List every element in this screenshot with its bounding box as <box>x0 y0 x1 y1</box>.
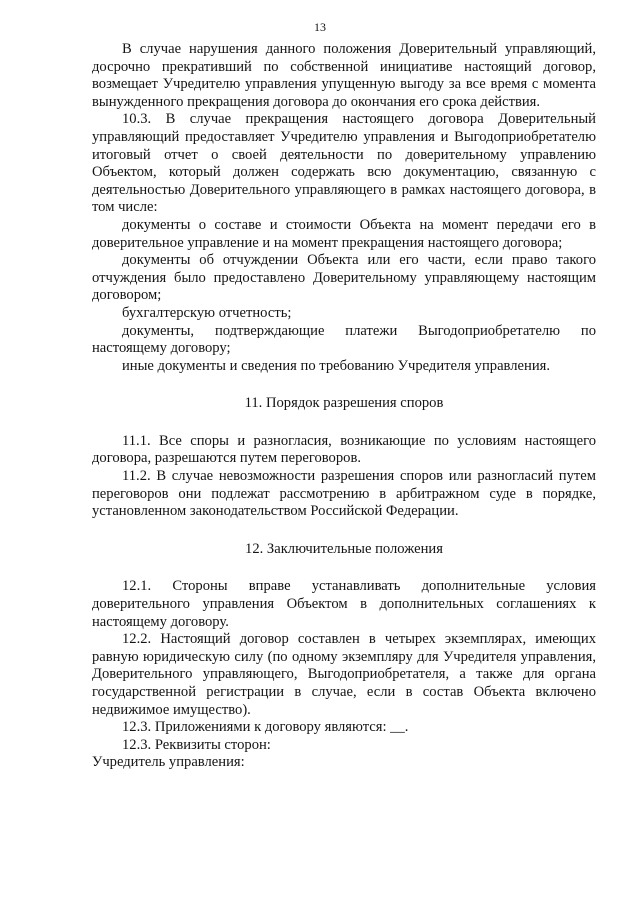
paragraph-11-2: 11.2. В случае невозможности разрешения споров или разногласий путем переговоров они подлежат рассмотрению в арбитражном суде в порядке, установленном законодательством Российской Федерации. <box>92 468 596 520</box>
paragraph-10-3: 10.3. В случае прекращения настоящего договора Доверительный управляющий предоставляет Учредителю управления и Выгодоприобретателю итоговый отчет о своей деятельности по доверительному управлению Объектом, который должен содержать всю документацию, связанную с деятельностью Доверительного управляющего в рамках настоящего договора, в том числе: <box>92 111 596 216</box>
section-11-heading: 11. Порядок разрешения споров <box>244 395 444 412</box>
paragraph-12-2: 12.2. Настоящий договор составлен в четырех экземплярах, имеющих равную юридическую силу (по одному экземпляру для Учредителя управления, Доверительного управляющего, Выгодоприобретателя, а также для органа государственной регистрации в случае, если в состав Объекта включено недвижимое имущество). <box>92 631 596 718</box>
list-item-accounting: бухгалтерскую отчетность; <box>122 304 292 321</box>
list-item-alienation-docs: документы об отчуждении Объекта или его части, если право такого отчуждения было предоставлено Доверительному управляющему настоящим договором; <box>92 252 596 304</box>
list-item-object-docs: документы о составе и стоимости Объекта на момент передачи его в доверительное управление и на момент прекращения настоящего договора; <box>92 216 596 251</box>
paragraph-11-1: 11.1. Все споры и разногласия, возникающие по условиям настоящего договора, разрешаются путем переговоров. <box>92 432 596 467</box>
list-item-payment-docs: документы, подтверждающие платежи Выгодоприобретателю по настоящему договору; <box>92 322 596 357</box>
list-item-other-docs: иные документы и сведения по требованию Учредителя управления. <box>122 357 550 374</box>
page-number: 13 <box>314 20 326 34</box>
paragraph-12-1: 12.1. Стороны вправе устанавливать дополнительные условия доверительного управления Объектом в дополнительных соглашениях к настоящему договору. <box>92 578 596 630</box>
paragraph-12-3-requisites: 12.3. Реквизиты сторон: <box>122 736 271 753</box>
paragraph-damages: В случае нарушения данного положения Доверительный управляющий, досрочно прекративший по собственной инициативе настоящий договор, возмещает Учредителю управления упущенную выгоду за все время с момента вынужденного прекращения договора до окончания его срока действия. <box>92 41 596 110</box>
section-12-heading: 12. Заключительные положения <box>245 540 443 557</box>
paragraph-12-3-appendices: 12.3. Приложениями к договору являются: __. <box>122 719 409 736</box>
document-body <box>92 41 596 772</box>
founder-label: Учредитель управления: <box>92 754 245 771</box>
